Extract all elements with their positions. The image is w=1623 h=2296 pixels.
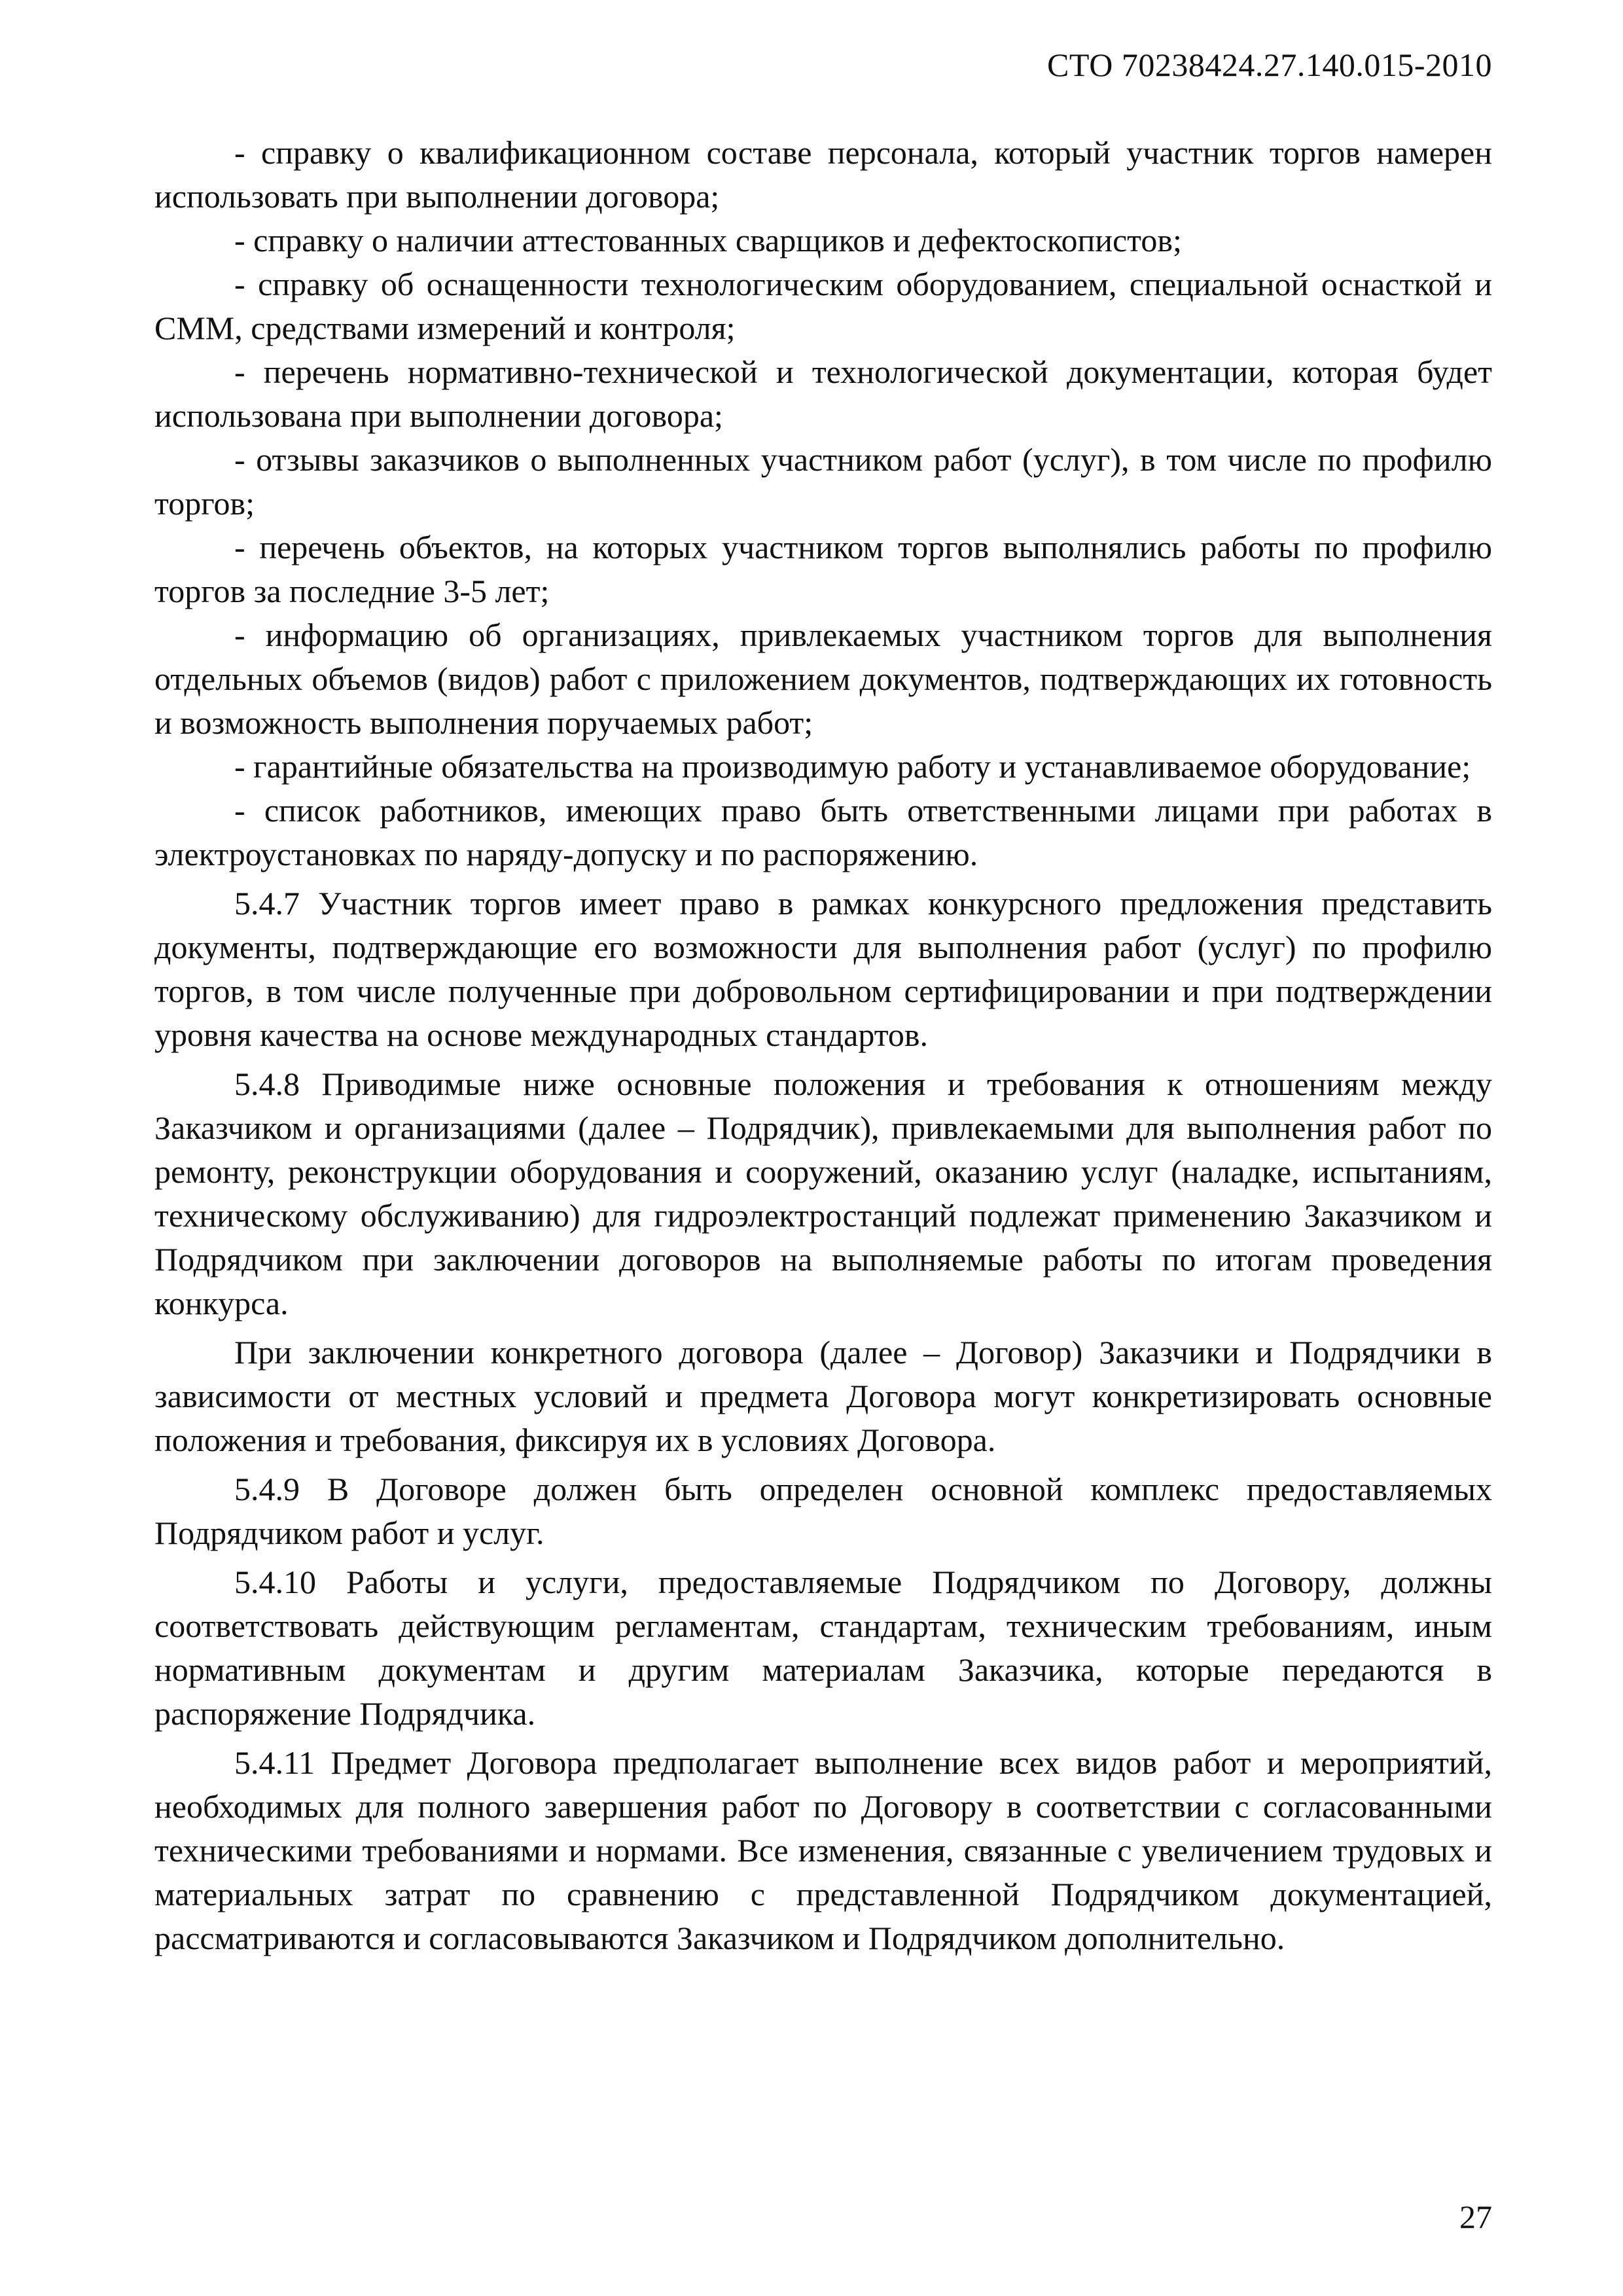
list-item: - справку о наличии аттестованных сварщиков и дефектоскопистов; (234, 222, 1182, 259)
list-item: - справку об оснащенности технологическим оборудованием, специальной оснасткой и СММ, средствами измерений и контроля; (154, 266, 1492, 346)
list-item: - гарантийные обязательства на производимую работу и устанавливаемое оборудование; (234, 748, 1471, 785)
document-body (154, 131, 1492, 1960)
list-item: - информацию об организациях, привлекаемых участником торгов для выполнения отдельных объемов (видов) работ с приложением документов, подтверждающих их готовность и возможность выполнения поручаемых работ; (154, 617, 1492, 741)
document-code: СТО 70238424.27.140.015-2010 (1047, 46, 1492, 83)
clause-5-4-11: 5.4.11 Предмет Договора предполагает выполнение всех видов работ и мероприятий, необходимых для полного завершения работ по Договору в соответствии с согласованными техническими требованиями и нормами. Все изменения, связанные с увеличением трудовых и материальных затрат по сравнению с представленной Подрядчиком документацией, рассматриваются и согласовываются Заказчиком и Подрядчиком дополнительно. (154, 1744, 1492, 1956)
clause-5-4-7: 5.4.7 Участник торгов имеет право в рамках конкурсного предложения представить документы, подтверждающие его возможности для выполнения работ (услуг) по профилю торгов, в том числе полученные при добровольном сертифицировании и при подтверждении уровня качества на основе международных стандартов. (154, 885, 1492, 1053)
paragraph-contract-specifics: При заключении конкретного договора (далее – Договор) Заказчики и Подрядчики в зависимости от местных условий и предмета Договора могут конкретизировать основные положения и требования, фиксируя их в условиях Договора. (154, 1334, 1492, 1458)
page-number: 27 (1459, 2198, 1492, 2235)
list-item: - справку о квалификационном составе персонала, который участник торгов намерен использовать при выполнении договора; (154, 134, 1492, 215)
clause-5-4-10: 5.4.10 Работы и услуги, предоставляемые Подрядчиком по Договору, должны соответствовать действующим регламентам, стандартам, техническим требованиям, иным нормативным документам и другим материалам Заказчика, которые передаются в распоряжение Подрядчика. (154, 1564, 1492, 1732)
list-item: - перечень объектов, на которых участником торгов выполнялись работы по профилю торгов за последние 3-5 лет; (154, 529, 1492, 609)
list-item: - отзывы заказчиков о выполненных участником работ (услуг), в том числе по профилю торгов; (154, 441, 1492, 522)
clause-5-4-9: 5.4.9 В Договоре должен быть определен основной комплекс предоставляемых Подрядчиком работ и услуг. (154, 1471, 1492, 1551)
list-item: - перечень нормативно-технической и технологической документации, которая будет использована при выполнении договора; (154, 353, 1492, 434)
list-item: - список работников, имеющих право быть ответственными лицами при работах в электроустановках по наряду-допуску и по распоряжению. (154, 792, 1492, 872)
clause-5-4-8: 5.4.8 Приводимые ниже основные положения и требования к отношениям между Заказчиком и организациями (далее – Подрядчик), привлекаемыми для выполнения работ по ремонту, реконструкции оборудования и сооружений, оказанию услуг (наладке, испытаниям, техническому обслуживанию) для гидроэлектростанций подлежат применению Заказчиком и Подрядчиком при заключении договоров на выполняемые работы по итогам проведения конкурса. (154, 1066, 1492, 1321)
